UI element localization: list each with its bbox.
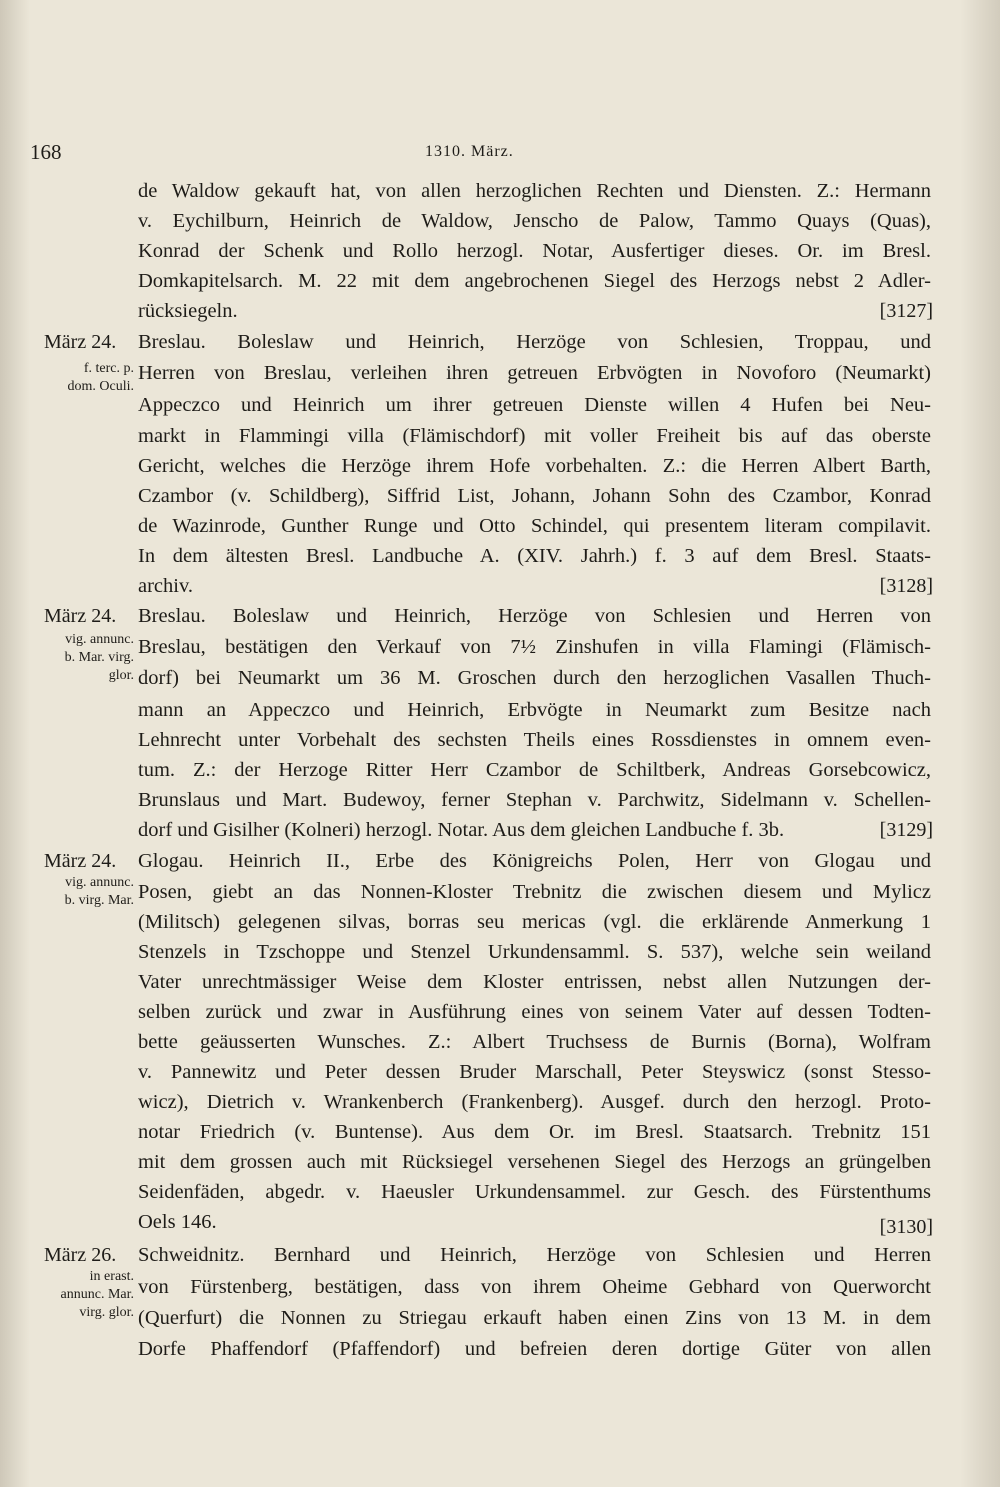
text-line: v. Eychilburn, Heinrich de Waldow, Jenscho de Palow, Tammo Quays (Quas), <box>138 210 931 232</box>
feast-day-note: dom. Oculi. <box>67 379 134 394</box>
text-line: Stenzels in Tzschoppe und Stenzel Urkundensamml. S. 537), welche sein weiland <box>138 941 931 963</box>
text-line: selben zurück und zwar in Ausführung eines von seinem Vater auf dessen Todten- <box>138 1001 931 1023</box>
text-line: Breslau. Boleslaw und Heinrich, Herzöge von Schlesien, Troppau, und <box>138 331 931 353</box>
text-line: v. Pannewitz und Peter dessen Bruder Marschall, Peter Steyswicz (sonst Stesso- <box>138 1061 931 1083</box>
text-line: rücksiegeln. <box>138 300 238 322</box>
text-line: Breslau. Boleslaw und Heinrich, Herzöge von Schlesien und Herren von <box>138 605 931 627</box>
text-line: Schweidnitz. Bernhard und Heinrich, Herzöge von Schlesien und Herren <box>138 1244 931 1266</box>
feast-day-note: glor. <box>108 668 134 683</box>
document-reference: [3127] <box>879 300 933 322</box>
text-line: notar Friedrich (v. Buntense). Aus dem Or. im Bresl. Staatsarch. Trebnitz 151 <box>138 1121 931 1143</box>
text-line: dorf und Gisilher (Kolneri) herzogl. Notar. Aus dem gleichen Landbuche f. 3b. <box>138 819 785 841</box>
text-line: archiv. <box>138 575 194 597</box>
text-line: Gericht, welches die Herzöge ihrem Hofe vorbehalten. Z.: die Herren Albert Barth, <box>138 455 931 477</box>
text-line: In dem ältesten Bresl. Landbuche A. (XIV. Jahrh.) f. 3 auf dem Bresl. Staats- <box>138 545 931 567</box>
text-line: de Waldow gekauft hat, von allen herzoglichen Rechten und Diensten. Z.: Hermann <box>138 180 931 202</box>
text-line: Dorfe Phaffendorf (Pfaffendorf) und befreien deren dortige Güter von allen <box>138 1338 931 1360</box>
running-head: 1310. März. <box>425 143 514 160</box>
feast-day-note: annunc. Mar. <box>60 1287 134 1302</box>
feast-day-note: f. terc. p. <box>83 361 134 376</box>
entry-date: März 24. <box>44 331 117 353</box>
text-line: von Fürstenberg, bestätigen, dass von ihrem Oheime Gebhard von Querworcht <box>138 1276 931 1298</box>
text-line: tum. Z.: der Herzoge Ritter Herr Czambor de Schiltberk, Andreas Gorsebcowicz, <box>138 759 931 781</box>
text-line: Appeczco und Heinrich um ihrer getreuen Dienste willen 4 Hufen bei Neu- <box>138 394 931 416</box>
text-line: dorf) bei Neumarkt um 36 M. Groschen durch den herzoglichen Vasallen Thuch- <box>138 667 931 689</box>
text-line: Konrad der Schenk und Rollo herzogl. Notar, Ausfertiger dieses. Or. im Bresl. <box>138 240 931 262</box>
text-line: Glogau. Heinrich II., Erbe des Königreichs Polen, Herr von Glogau und <box>138 850 931 872</box>
text-line: mit dem grossen auch mit Rücksiegel versehenen Siegel des Herzogs an grüngelben <box>138 1151 931 1173</box>
text-line: Posen, giebt an das Nonnen-Kloster Trebnitz die zwischen diesem und Mylicz <box>138 881 931 903</box>
feast-day-note: vig. annunc. <box>65 632 134 647</box>
text-line: Vater unrechtmässiger Weise dem Kloster entrissen, nebst allen Nutzungen der- <box>138 971 931 993</box>
text-line: Brunslaus und Mart. Budewoy, ferner Stephan v. Parchwitz, Sidelmann v. Schellen- <box>138 789 931 811</box>
entry-date: März 26. <box>44 1244 117 1266</box>
text-line: bette geäusserten Wunsches. Z.: Albert Truchsess de Burnis (Borna), Wolfram <box>138 1031 931 1053</box>
feast-day-note: b. virg. Mar. <box>64 893 134 908</box>
document-reference: [3129] <box>879 819 933 841</box>
text-line: Herren von Breslau, verleihen ihren getreuen Erbvögten in Novoforo (Neumarkt) <box>138 362 931 384</box>
document-reference: [3130] <box>879 1216 933 1238</box>
page-number: 168 <box>30 140 62 164</box>
feast-day-note: b. Mar. virg. <box>64 650 134 665</box>
text-line: (Militsch) gelegenen silvas, borras seu mericas (vgl. die erklärende Anmerkung 1 <box>138 911 931 933</box>
page-gutter-shadow <box>0 0 30 1487</box>
text-line: Oels 146. <box>138 1211 217 1233</box>
text-line: Czambor (v. Schildberg), Siffrid List, Johann, Johann Sohn des Czambor, Konrad <box>138 485 931 507</box>
text-line: markt in Flammingi villa (Flämischdorf) mit voller Freiheit bis auf das oberste <box>138 425 931 447</box>
document-reference: [3128] <box>879 575 933 597</box>
page-edge-shadow <box>960 0 1000 1487</box>
text-line: Seidenfäden, abgedr. v. Haeusler Urkundensammel. zur Gesch. des Fürstenthums <box>138 1181 931 1203</box>
text-line: Lehnrecht unter Vorbehalt des sechsten Theils eines Rossdienstes in omnem even- <box>138 729 931 751</box>
text-line: wicz), Dietrich v. Wrankenberch (Frankenberg). Ausgef. durch den herzogl. Proto- <box>138 1091 931 1113</box>
text-line: mann an Appeczco und Heinrich, Erbvögte in Neumarkt zum Besitze nach <box>138 699 931 721</box>
feast-day-note: virg. glor. <box>79 1305 134 1320</box>
text-line: de Wazinrode, Gunther Runge und Otto Schindel, qui presentem literam compilavit. <box>138 515 931 537</box>
entry-date: März 24. <box>44 605 117 627</box>
feast-day-note: in erast. <box>89 1269 134 1284</box>
text-line: (Querfurt) die Nonnen zu Striegau erkauft haben einen Zins von 13 M. in dem <box>138 1307 931 1329</box>
text-line: Breslau, bestätigen den Verkauf von 7½ Zinshufen in villa Flamingi (Flämisch- <box>138 636 931 658</box>
text-line: Domkapitelsarch. M. 22 mit dem angebrochenen Siegel des Herzogs nebst 2 Adler- <box>138 270 931 292</box>
entry-date: März 24. <box>44 850 117 872</box>
feast-day-note: vig. annunc. <box>65 875 134 890</box>
